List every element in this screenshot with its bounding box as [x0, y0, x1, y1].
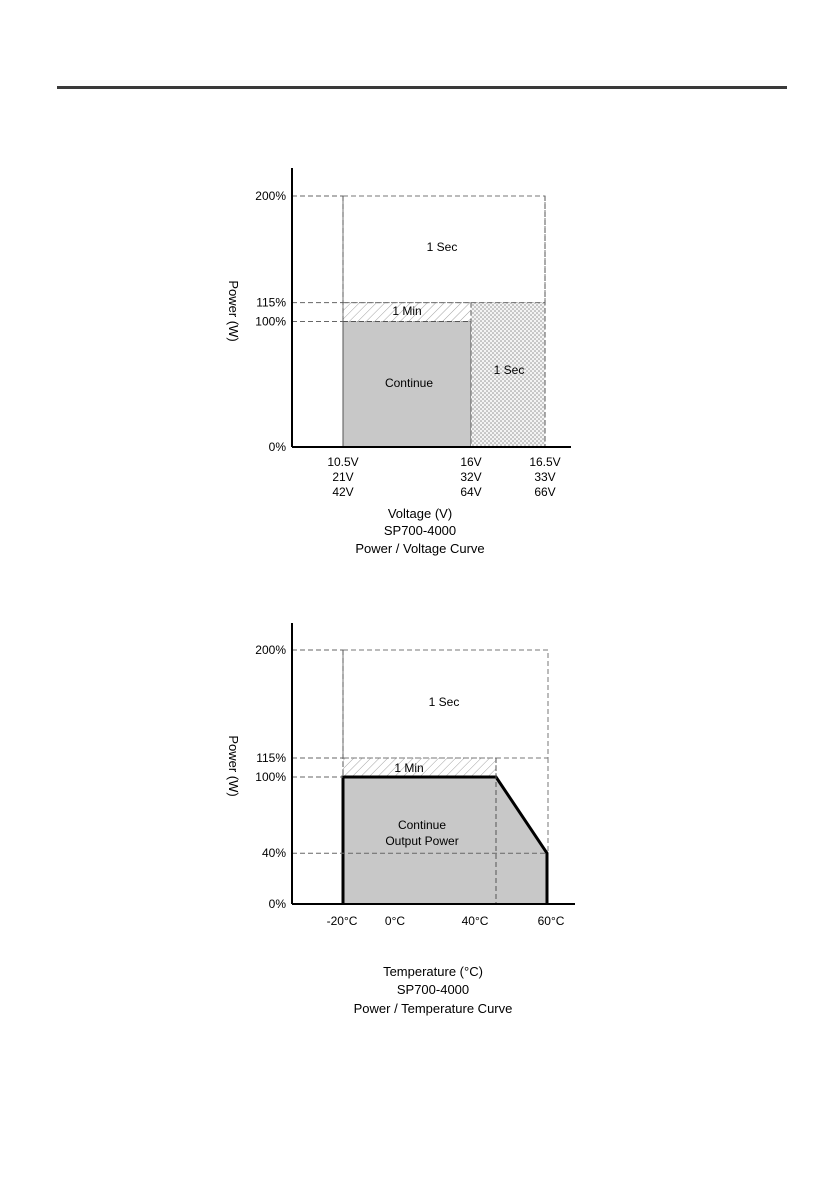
region-label-1min: 1 Min: [392, 304, 422, 318]
y-tick-label: 0%: [268, 440, 286, 454]
x-tick-label: 66V: [534, 485, 556, 499]
x-tick-label: 64V: [460, 485, 482, 499]
chart-title: Power / Voltage Curve: [355, 541, 485, 556]
x-tick-label: 0°C: [384, 914, 406, 928]
y-axis-title: Power (W): [226, 735, 241, 797]
chart-title: Power / Temperature Curve: [353, 1001, 513, 1016]
y-tick-label: 40%: [261, 846, 286, 861]
x-tick-label: 33V: [534, 470, 556, 484]
region-label-continue: Output Power: [385, 834, 459, 848]
y-tick-label: 0%: [268, 897, 286, 911]
y-tick-label: 115%: [256, 750, 286, 765]
x-tick-label: 16.5V: [529, 455, 561, 469]
x-axis-title: Temperature (°C): [383, 964, 483, 979]
y-tick-label: 100%: [255, 770, 286, 784]
chart-subtitle: SP700-4000: [396, 982, 470, 997]
x-tick-label: 40°C: [461, 914, 489, 928]
y-tick-label: 200%: [255, 643, 286, 657]
y-tick-label: 115%: [256, 295, 286, 310]
x-tick-label: 42V: [332, 485, 354, 499]
region-label-continue: Continue: [397, 818, 447, 832]
region-label-1sec-top: 1 Sec: [426, 240, 458, 254]
power-temperature-chart: [226, 623, 575, 1016]
x-axis-title: Voltage (V): [387, 506, 453, 521]
region-label-continue: Continue: [384, 376, 434, 390]
x-tick-label: -20°C: [326, 914, 358, 928]
x-tick-label: 32V: [460, 470, 482, 484]
x-tick-label: 16V: [460, 455, 482, 469]
power-voltage-chart: [226, 168, 571, 556]
y-tick-label: 200%: [255, 189, 286, 203]
chart-subtitle: SP700-4000: [383, 523, 457, 538]
region-label-1sec-side: 1 Sec: [493, 363, 525, 377]
y-axis-title: Power (W): [226, 280, 241, 342]
region-label-1min: 1 Min: [394, 761, 424, 775]
x-tick-label: 60°C: [537, 914, 565, 928]
x-tick-label: 21V: [332, 470, 354, 484]
region-label-1sec: 1 Sec: [428, 695, 460, 709]
y-tick-label: 100%: [255, 314, 286, 329]
x-tick-label: 10.5V: [327, 455, 359, 469]
